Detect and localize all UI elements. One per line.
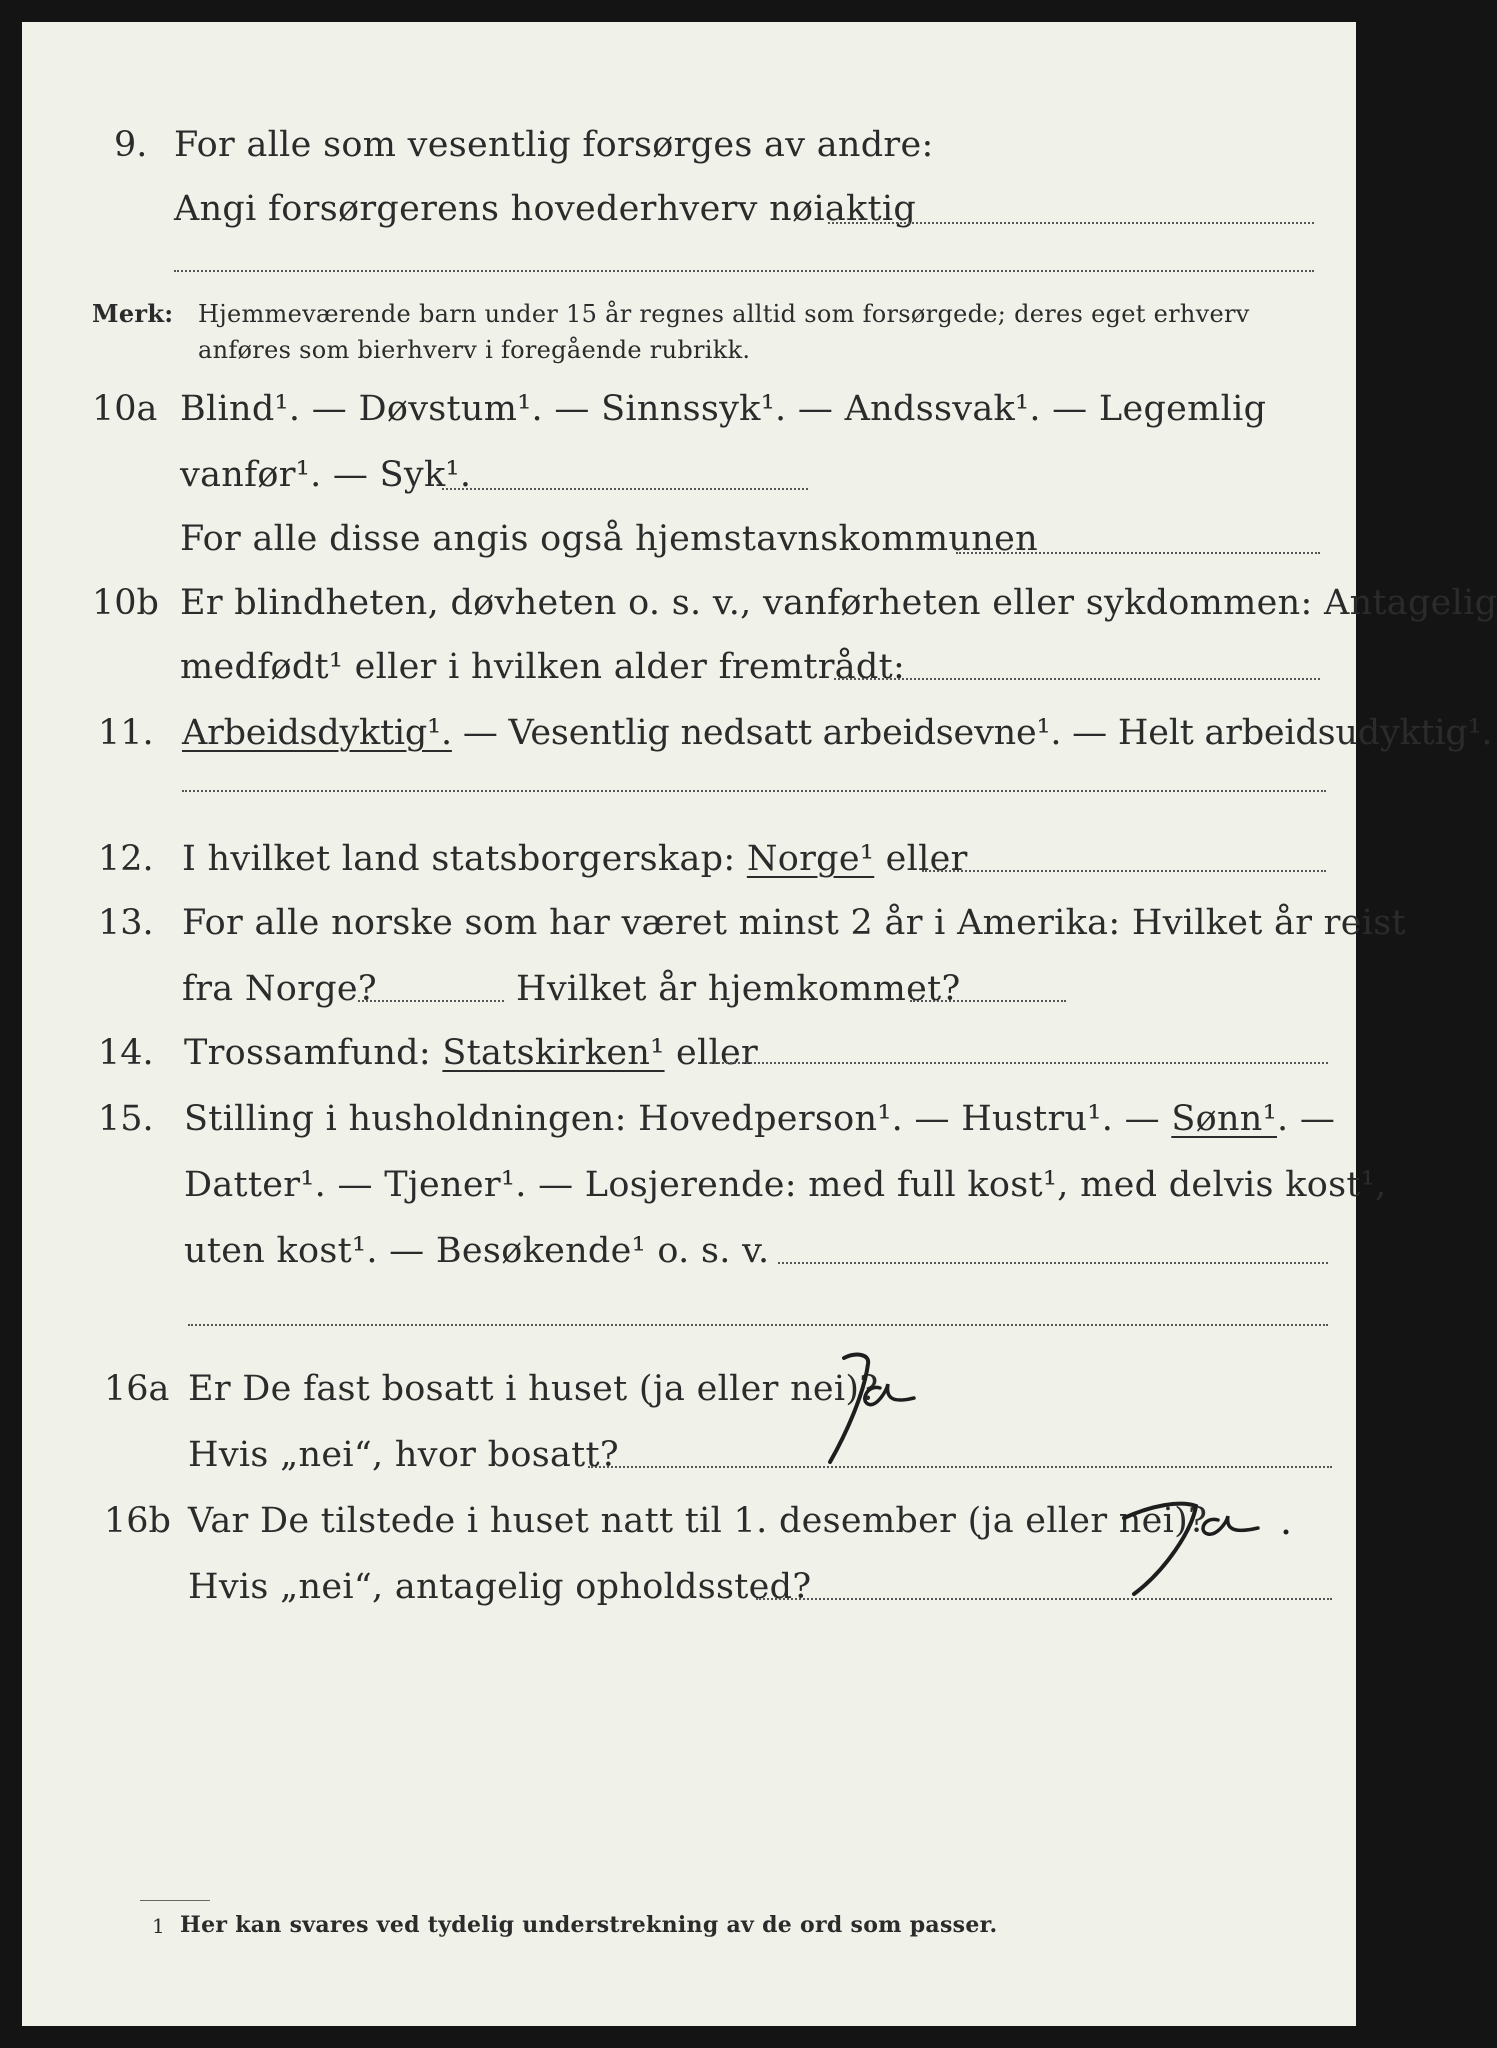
- q10a-line3: For alle disse angis også hjemstavnskommunen: [180, 519, 1038, 559]
- q14-option-statskirken[interactable]: Statskirken¹: [442, 1033, 665, 1073]
- q14-number: 14.: [98, 1033, 154, 1073]
- merk-label: Merk:: [92, 299, 174, 328]
- q10b-line1: Er blindheten, døvheten o. s. v., vanførheten eller sykdommen: Antagelig: [180, 583, 1497, 623]
- q13-hjemkommet-line[interactable]: [910, 1000, 1066, 1002]
- q16a-answer-line[interactable]: [588, 1466, 1332, 1468]
- q13-number: 13.: [98, 903, 154, 943]
- q16a-number: 16a: [104, 1369, 170, 1409]
- q15-line3: uten kost¹. — Besøkende¹ o. s. v.: [184, 1231, 770, 1271]
- q10a-line1: Blind¹. — Døvstum¹. — Sinnssyk¹. — Andssvak¹. — Legemlig: [180, 389, 1267, 429]
- footnote-rule: [140, 1900, 210, 1901]
- q14-eller: eller: [664, 1033, 759, 1073]
- q10b-number: 10b: [92, 583, 159, 623]
- q9-line1: For alle som vesentlig forsørges av andre:: [174, 125, 934, 165]
- q9-answer-line[interactable]: [828, 222, 1314, 224]
- q11-number: 11.: [98, 713, 154, 753]
- q14-question: Trossamfund:: [184, 1033, 443, 1073]
- q12-eller: eller: [874, 839, 968, 879]
- q15-line1-text: Stilling i husholdningen: Hovedperson¹. — Hustru¹. —: [184, 1099, 1172, 1139]
- q11-line1: [182, 713, 1493, 753]
- q13-line2a: fra Norge?: [182, 969, 377, 1009]
- q15-option-sonn[interactable]: Sønn¹: [1171, 1099, 1277, 1139]
- q10b-answer-line[interactable]: [834, 678, 1320, 680]
- q10a-number: 10a: [92, 389, 158, 429]
- q16a-handwritten-answer: [794, 1344, 954, 1474]
- q16b-line2: Hvis „nei“, antagelig opholdssted?: [188, 1567, 812, 1607]
- footnote-mark: 1: [152, 1914, 166, 1938]
- q10b-line2: medfødt¹ eller i hvilken alder fremtrådt:: [180, 647, 906, 687]
- q12-number: 12.: [98, 839, 154, 879]
- q10a-line2: vanfør¹. — Syk¹.: [180, 455, 472, 495]
- q9-number: 9.: [114, 125, 148, 165]
- q10a-municipality-line[interactable]: [956, 552, 1320, 554]
- q16b-answer-line[interactable]: [756, 1598, 1332, 1600]
- q15-line1: [184, 1099, 1336, 1139]
- q16b-line1: Var De tilstede i huset natt til 1. desember (ja eller nei)?: [188, 1501, 1208, 1541]
- q16a-line2: Hvis „nei“, hvor bosatt?: [188, 1435, 619, 1475]
- q16a-line1: Er De fast bosatt i huset (ja eller nei)?: [188, 1369, 879, 1409]
- q12-option-norge[interactable]: Norge¹: [746, 839, 875, 879]
- q9-line2: Angi forsørgerens hovederhverv nøiaktig: [174, 189, 917, 229]
- q13-line1: For alle norske som har været minst 2 år i Amerika: Hvilket år reist: [182, 903, 1406, 943]
- q15-number: 15.: [98, 1099, 154, 1139]
- q11-options-rest: — Vesentlig nedsatt arbeidsevne¹. — Helt arbeidsudyktig¹.: [451, 713, 1493, 753]
- merk-line2: anføres som bierhverv i foregående rubrikk.: [198, 336, 751, 364]
- census-form-page: [22, 22, 1497, 2026]
- q11-option-arbeidsdyktig[interactable]: Arbeidsdyktig¹.: [182, 713, 452, 753]
- q10a-answer-line[interactable]: [442, 488, 808, 490]
- q12-question: I hvilket land statsborgerskap:: [182, 839, 747, 879]
- q15-answer-line-2[interactable]: [188, 1324, 1328, 1326]
- q15-line1-end: . —: [1276, 1099, 1336, 1139]
- q15-line2: Datter¹. — Tjener¹. — Losjerende: med full kost¹, med delvis kost¹,: [184, 1165, 1387, 1205]
- q14-answer-line[interactable]: [710, 1062, 1328, 1064]
- q12-answer-line[interactable]: [922, 870, 1326, 872]
- q9-answer-line-2[interactable]: [174, 270, 1314, 272]
- q12-line: [182, 839, 968, 879]
- merk-line1: Hjemmeværende barn under 15 år regnes alltid som forsørgede; deres eget erhverv: [198, 300, 1250, 328]
- q16b-handwritten-answer: [1100, 1490, 1300, 1610]
- q13-line2b: Hvilket år hjemkommet?: [516, 969, 961, 1009]
- footnote-text: Her kan svares ved tydelig understrekning av de ord som passer.: [180, 1912, 998, 1938]
- q15-answer-line[interactable]: [778, 1262, 1328, 1264]
- q16b-number: 16b: [104, 1501, 171, 1541]
- q11-answer-line[interactable]: [182, 790, 1326, 792]
- q14-line: [184, 1033, 759, 1073]
- q13-reist-line[interactable]: [358, 1000, 504, 1002]
